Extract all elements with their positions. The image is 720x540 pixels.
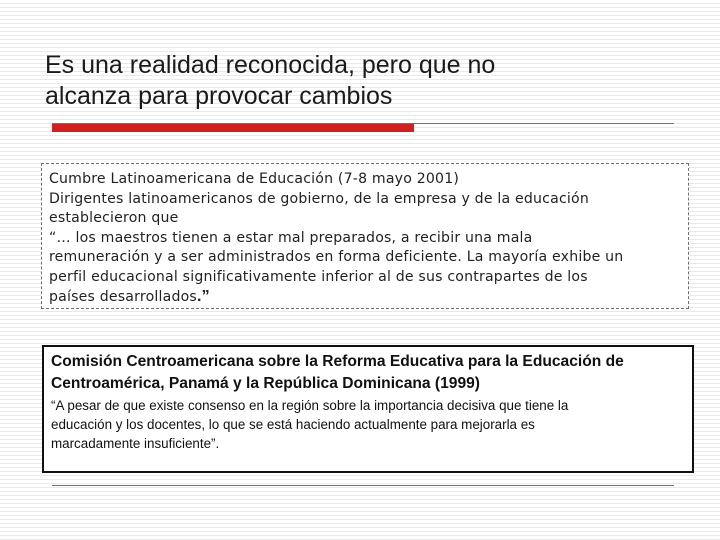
quote-line-text: países desarrollados xyxy=(49,289,197,305)
commission-quote-line: marcadamente insuficiente”. xyxy=(51,436,220,451)
quote-line: “… los maestros tienen a estar mal preparados, a recibir una mala xyxy=(49,229,533,246)
title-underline-accent xyxy=(52,124,414,132)
quote-line-last xyxy=(49,287,682,308)
slide-title xyxy=(45,50,665,112)
commission-heading-line: Comisión Centroamericana sobre la Reforma Educativa para la Educación de xyxy=(51,353,624,370)
commission-quote-line: educación y los docentes, lo que se está haciendo actualmente para mejorarla es xyxy=(51,417,535,432)
summit-quote-box xyxy=(41,163,689,309)
closing-quote-mark: .” xyxy=(196,288,210,305)
quote-line: Cumbre Latinoamericana de Educación (7-8 mayo 2001) xyxy=(49,171,460,187)
quote-line: perfil educacional significativamente inferior al de sus contrapartes de los xyxy=(49,268,588,285)
footer-rule xyxy=(52,485,674,486)
commission-heading-line: Centroamérica, Panamá y la República Dominicana (1999) xyxy=(51,374,480,392)
quote-line: Dirigentes latinoamericanos de gobierno, de la empresa y de la educación xyxy=(49,190,589,207)
title-line: Es una realidad reconocida, pero que no xyxy=(45,51,496,79)
quote-line: establecieron que xyxy=(49,210,179,226)
commission-quote-line: “A pesar de que existe consenso en la región sobre la importancia decisiva que tiene la xyxy=(51,398,569,413)
title-line: alcanza para provocar cambios xyxy=(45,82,393,110)
quote-line: remuneración y a ser administrados en forma deficiente. La mayoría exhibe un xyxy=(49,249,624,265)
commission-quote-box xyxy=(42,345,694,473)
